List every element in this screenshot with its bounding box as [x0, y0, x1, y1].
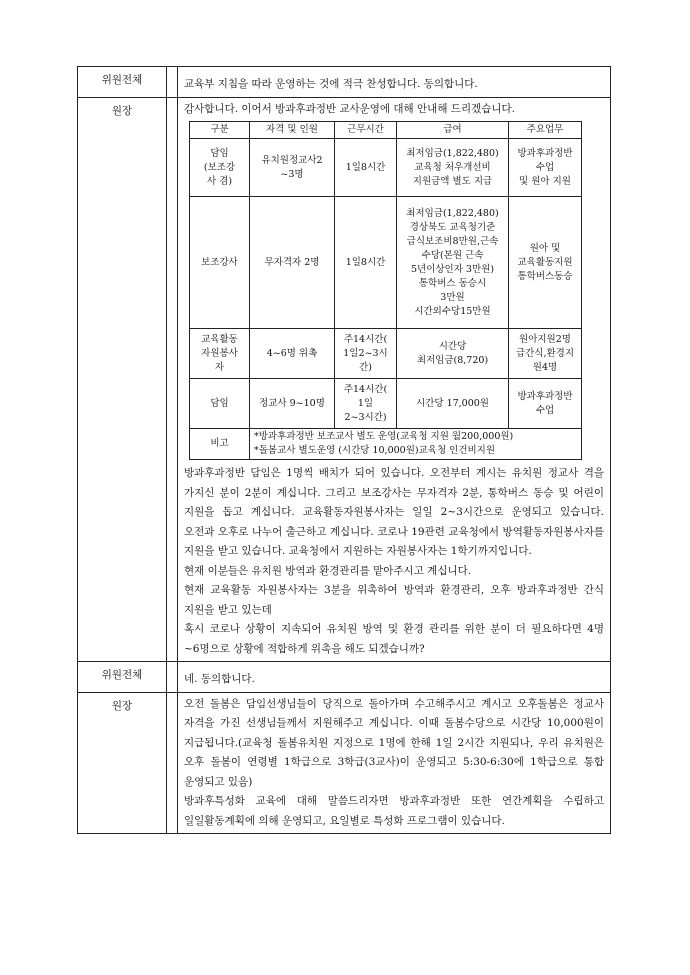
- header-cell: 급여: [397, 122, 509, 139]
- salary-cell: 시간당 최저임금(8,720): [397, 329, 509, 379]
- paragraph: 현재 이분들은 유치원 방역과 환경관리를 맡아주시고 계십니다.: [184, 564, 472, 577]
- note-cell: [250, 429, 582, 460]
- table-row: [190, 197, 582, 329]
- paragraph: 방과후과정반 담임은 1명씩 배치가 되어 있습니다. 오전부터 계시는 유치원 정교사 격을 가지신 분이 2분이 계십니다. 그리고 보조강사는 무자격자 2분, 통학버스 동승 및 어린이 지원을 돕고 계십니다. 교육활동자원봉사자는 일일 2~3시간으로 운영되고 있습니다. 오전과 오후로 나누어 출근하고 계십니다. 코로나 19관련 교육청에서 방역활동자원봉사자를 지원을 받고 있습니다. 교육청에서 지원하는 자원봉사자는 1학기까지입니다.: [184, 467, 604, 557]
- salary-cell: 최저임금(1,822,480) 경상북도 교육청기준 급식보조비8만원,근속 수당(본원 근속 5년이상인자 3만원) 통학버스 동승시 3만원 시간외수당15만원: [397, 197, 509, 329]
- header-cell: 근무시간: [335, 122, 397, 139]
- paragraph: 현재 교육활동 자원봉사자는 3분을 위촉하여 방역과 환경관리, 오후 방과후과정반 간식 지원을 받고 있는데: [184, 584, 604, 616]
- salary-cell: 시간당 17,000원: [397, 379, 509, 429]
- category-cell: 교육활동 자원봉사 자: [190, 329, 250, 379]
- hours-cell: 1일8시간: [335, 139, 397, 197]
- paragraph: 방과후특성화 교육에 대해 말씀드리자면 방과후과정반 또한 연간계획을 수립하고 일일활동계획에 의해 운영되고, 요일별로 특성화 프로그램이 있습니다.: [184, 795, 604, 827]
- duties-cell: 방과후과정반 수업: [509, 379, 582, 429]
- header-cell: 구분: [190, 122, 250, 139]
- paragraph: 혹시 코로나 상황이 지속되어 유치원 방역 및 환경 관리를 위한 분이 더 필요하다면 4명~6명으로 상황에 적합하게 위촉을 해도 되겠습니까?: [184, 623, 604, 655]
- minutes-row: [78, 692, 611, 834]
- note-line: *돌봄교사 별도운영 (시간당 10,000원)교육청 인건비지원: [254, 445, 496, 456]
- duties-cell: 방과후과정반 수업 및 원아 지원: [509, 139, 582, 197]
- intro-text: 감사합니다. 이어서 방과후과정반 교사운영에 대해 안내해 드리겠습니다.: [184, 102, 515, 115]
- category-cell: 담임 (보조강 사 겸): [190, 139, 250, 197]
- statement-cell: [178, 692, 611, 834]
- speaker-cell: 원장: [78, 97, 167, 662]
- table-row: [190, 329, 582, 379]
- qualification-cell: 정교사 9~10명: [250, 379, 335, 429]
- table-row: [190, 139, 582, 197]
- header-cell: 주요업무: [509, 122, 582, 139]
- minutes-table: [77, 66, 611, 834]
- staff-table: [189, 121, 582, 460]
- minutes-row: [78, 97, 611, 662]
- speaker-cell: 위원전체: [78, 67, 167, 98]
- minutes-row: [78, 662, 611, 693]
- salary-cell: 최저임금(1,822,480) 교육청 처우개선비 지원금액 별도 지급: [397, 139, 509, 197]
- statement-cell: [178, 662, 611, 693]
- statement-cell: [178, 67, 611, 98]
- qualification-cell: 4~6명 위촉: [250, 329, 335, 379]
- statement-cell: [178, 97, 611, 662]
- spacer-cell: [167, 67, 178, 98]
- speaker-cell: 위원전체: [78, 662, 167, 693]
- staff-table-header: [190, 122, 582, 139]
- minutes-row: [78, 67, 611, 98]
- spacer-cell: [167, 662, 178, 693]
- duties-cell: 원아 및 교육활동지원 통학버스동승: [509, 197, 582, 329]
- spacer-cell: [167, 97, 178, 662]
- minutes-page: [77, 66, 611, 834]
- speaker-cell: 원장: [78, 692, 167, 834]
- note-line: *방과후과정반 보조교사 별도 운영(교육청 지원 월200,000원): [254, 431, 514, 442]
- category-cell: 보조강사: [190, 197, 250, 329]
- hours-cell: 주14시간( 1일 2~3시간): [335, 379, 397, 429]
- duties-cell: 원아지원2명 급간식,환경지 원4명: [509, 329, 582, 379]
- category-cell: 담임: [190, 379, 250, 429]
- qualification-cell: 유치원정교사2 ~3명: [250, 139, 335, 197]
- paragraph: 오전 돌봄은 담임선생님들이 당직으로 돌아가며 수고해주시고 계시고 오후돌봄은 정교사 자격을 가진 선생님들께서 지원해주고 계십니다. 이때 돌봄수당으로 시간당 10,000원이 지급됩니다.(교육청 돌봄유치원 지정으로 1명에 한해 1일 2시간 지원되나, 우리 유치원은 오후 돌봄이 연령별 1학급으로 3학급(3교사)이 운영되고 5:30-6:30에 1학급으로 통합 운영되고 있음): [184, 697, 604, 788]
- note-label: 비고: [190, 429, 250, 460]
- qualification-cell: 무자격자 2명: [250, 197, 335, 329]
- statement-text: 네. 동의합니다.: [184, 673, 255, 685]
- hours-cell: 1일8시간: [335, 197, 397, 329]
- hours-cell: 주14시간( 1일2~3시 간): [335, 329, 397, 379]
- spacer-cell: [167, 692, 178, 834]
- statement-text: 교육부 지침을 따라 운영하는 것에 적극 찬성합니다. 동의합니다.: [184, 78, 478, 90]
- header-cell: 자격 및 인원: [250, 122, 335, 139]
- table-row: [190, 379, 582, 429]
- note-row: [190, 429, 582, 460]
